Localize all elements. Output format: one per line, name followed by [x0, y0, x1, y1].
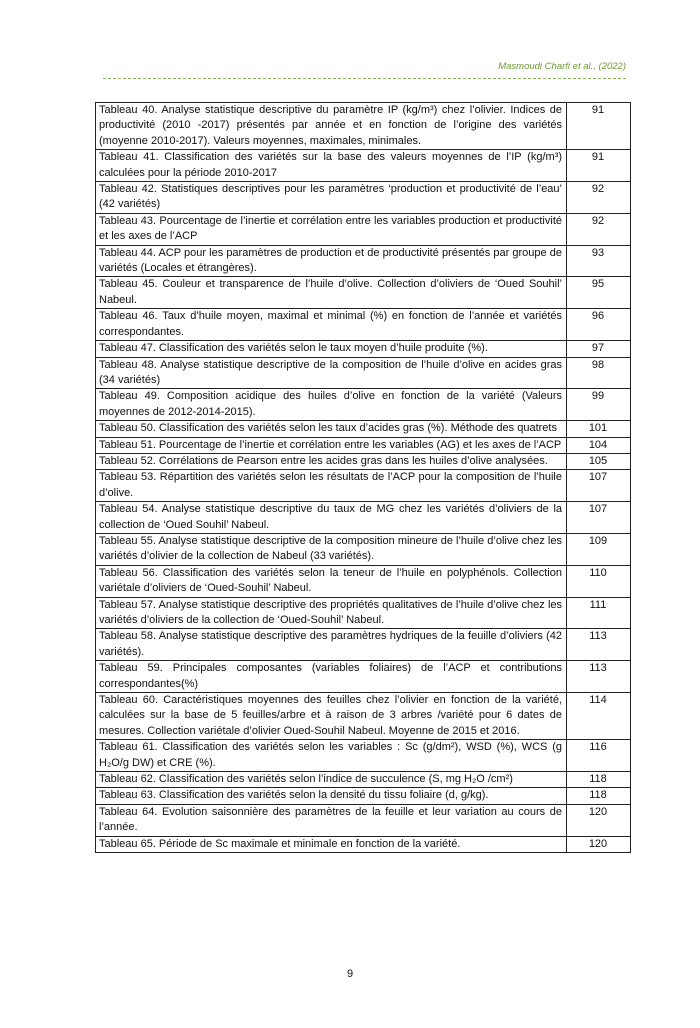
table-entry-title: Tableau 50. Classification des variétés selon les taux d’acides gras (%). Méthode des quatrets	[96, 421, 567, 437]
table-entry-title: Tableau 53. Répartition des variétés selon les résultats de l’ACP pour la composition de l’huile d’olive.	[96, 470, 567, 502]
table-row	[96, 772, 631, 788]
table-entry-title: Tableau 61. Classification des variétés selon les variables : Sc (g/dm²), WSD (%), WCS (g H₂O/g DW) et CRE (%).	[96, 740, 567, 772]
table-entry-title: Tableau 57. Analyse statistique descriptive des propriétés qualitatives de l’huile d’olive chez les variétés d’oliviers de la collection de ‘Oued-Souhil’ Nabeul.	[96, 597, 567, 629]
table-entry-page: 91	[567, 103, 631, 150]
page-number: 9	[346, 968, 354, 980]
table-row	[96, 245, 631, 277]
table-row	[96, 788, 631, 804]
table-entry-title: Tableau 63. Classification des variétés selon la densité du tissu foliaire (d, g/kg).	[96, 788, 567, 804]
header-divider	[103, 78, 626, 79]
table-entry-page: 95	[567, 277, 631, 309]
table-entry-title: Tableau 64. Evolution saisonnière des paramètres de la feuille et leur variation au cours de l’année.	[96, 804, 567, 836]
table-entry-page: 118	[567, 772, 631, 788]
table-row	[96, 437, 631, 453]
table-entry-page: 120	[567, 836, 631, 852]
list-of-tables-body	[96, 103, 631, 853]
table-entry-title: Tableau 49. Composition acidique des huiles d’olive en fonction de la variété (Valeurs moyennes de 2012-2014-2015).	[96, 389, 567, 421]
table-row	[96, 421, 631, 437]
table-entry-title: Tableau 44. ACP pour les paramètres de production et de productivité présentés par groupe de variétés (Locales et étrangères).	[96, 245, 567, 277]
table-entry-title: Tableau 55. Analyse statistique descriptive de la composition mineure de l’huile d’olive chez les variétés d’olivier de la collection de Nabeul (33 variétés).	[96, 533, 567, 565]
table-row	[96, 693, 631, 740]
table-row	[96, 389, 631, 421]
table-row	[96, 213, 631, 245]
table-entry-page: 111	[567, 597, 631, 629]
table-entry-title: Tableau 54. Analyse statistique descriptive du taux de MG chez les variétés d’oliviers de la collection de ‘Oued Souhil’ Nabeul.	[96, 502, 567, 534]
table-entry-title: Tableau 65. Période de Sc maximale et minimale en fonction de la variété.	[96, 836, 567, 852]
table-row	[96, 341, 631, 357]
table-entry-page: 98	[567, 357, 631, 389]
table-row	[96, 150, 631, 182]
table-row	[96, 470, 631, 502]
table-row	[96, 502, 631, 534]
table-entry-page: 93	[567, 245, 631, 277]
table-row	[96, 103, 631, 150]
table-entry-page: 105	[567, 453, 631, 469]
table-row	[96, 309, 631, 341]
table-entry-title: Tableau 41. Classification des variétés sur la base des valeurs moyennes de l’IP (kg/m³) calculées pour la période 2010-2017	[96, 150, 567, 182]
table-entry-page: 107	[567, 502, 631, 534]
table-entry-page: 92	[567, 213, 631, 245]
table-entry-title: Tableau 56. Classification des variétés selon la teneur de l’huile en polyphénols. Collection variétale d’oliviers de ‘Oued-Souhil’ Nabeul.	[96, 565, 567, 597]
table-entry-title: Tableau 58. Analyse statistique descriptive des paramètres hydriques de la feuille d’oliviers (42 variétés).	[96, 629, 567, 661]
table-entry-page: 92	[567, 182, 631, 214]
table-row	[96, 740, 631, 772]
table-row	[96, 661, 631, 693]
table-entry-page: 113	[567, 661, 631, 693]
table-entry-title: Tableau 62. Classification des variétés selon l’indice de succulence (S, mg H₂O /cm²)	[96, 772, 567, 788]
table-entry-title: Tableau 48. Analyse statistique descriptive de la composition de l’huile d’olive en acides gras (34 variétés)	[96, 357, 567, 389]
table-row	[96, 836, 631, 852]
table-entry-page: 116	[567, 740, 631, 772]
table-entry-page: 118	[567, 788, 631, 804]
table-entry-page: 97	[567, 341, 631, 357]
table-row	[96, 597, 631, 629]
table-entry-page: 120	[567, 804, 631, 836]
table-entry-title: Tableau 42. Statistiques descriptives pour les paramètres ‘production et productivité de l’eau’ (42 variétés)	[96, 182, 567, 214]
table-entry-page: 114	[567, 693, 631, 740]
table-row	[96, 533, 631, 565]
table-entry-title: Tableau 51. Pourcentage de l’inertie et corrélation entre les variables (AG) et les axes de l’ACP	[96, 437, 567, 453]
list-of-tables	[95, 102, 631, 853]
table-entry-page: 101	[567, 421, 631, 437]
table-entry-title: Tableau 46. Taux d’huile moyen, maximal et minimal (%) en fonction de l’année et variétés correspondantes.	[96, 309, 567, 341]
table-row	[96, 804, 631, 836]
table-row	[96, 629, 631, 661]
table-entry-page: 113	[567, 629, 631, 661]
table-entry-page: 109	[567, 533, 631, 565]
table-entry-title: Tableau 47. Classification des variétés selon le taux moyen d’huile produite (%).	[96, 341, 567, 357]
table-entry-page: 110	[567, 565, 631, 597]
table-row	[96, 182, 631, 214]
table-entry-page: 107	[567, 470, 631, 502]
table-row	[96, 565, 631, 597]
table-row	[96, 357, 631, 389]
running-header-citation: Masmoudi Charfi et al., (2022)	[498, 61, 626, 72]
table-row	[96, 277, 631, 309]
table-entry-title: Tableau 43. Pourcentage de l’inertie et corrélation entre les variables production et productivité et les axes de l’ACP	[96, 213, 567, 245]
table-row	[96, 453, 631, 469]
table-entry-page: 91	[567, 150, 631, 182]
table-entry-title: Tableau 59. Principales composantes (variables foliaires) de l’ACP et contributions correspondantes(%)	[96, 661, 567, 693]
table-entry-title: Tableau 45. Couleur et transparence de l’huile d’olive. Collection d’oliviers de ‘Oued Souhil’ Nabeul.	[96, 277, 567, 309]
table-entry-title: Tableau 52. Corrélations de Pearson entre les acides gras dans les huiles d’olive analysées.	[96, 453, 567, 469]
table-entry-page: 104	[567, 437, 631, 453]
table-entry-title: Tableau 60. Caractéristiques moyennes des feuilles chez l’olivier en fonction de la variété, calculées sur la base de 5 feuilles/arbre et à raison de 3 arbres /variété pour 6 dates de mesures. Collection variétale d’olivier Oued-Souhil Nabeul. Moyenne de 2015 et 2016.	[96, 693, 567, 740]
table-entry-page: 99	[567, 389, 631, 421]
table-entry-page: 96	[567, 309, 631, 341]
table-entry-title: Tableau 40. Analyse statistique descriptive du paramètre IP (kg/m³) chez l’olivier. Indices de productivité (2010 -2017) présentés par année et en fonction de l’origine des variétés (moyenne 2010-2017). Valeurs moyennes, maximales, minimales.	[96, 103, 567, 150]
